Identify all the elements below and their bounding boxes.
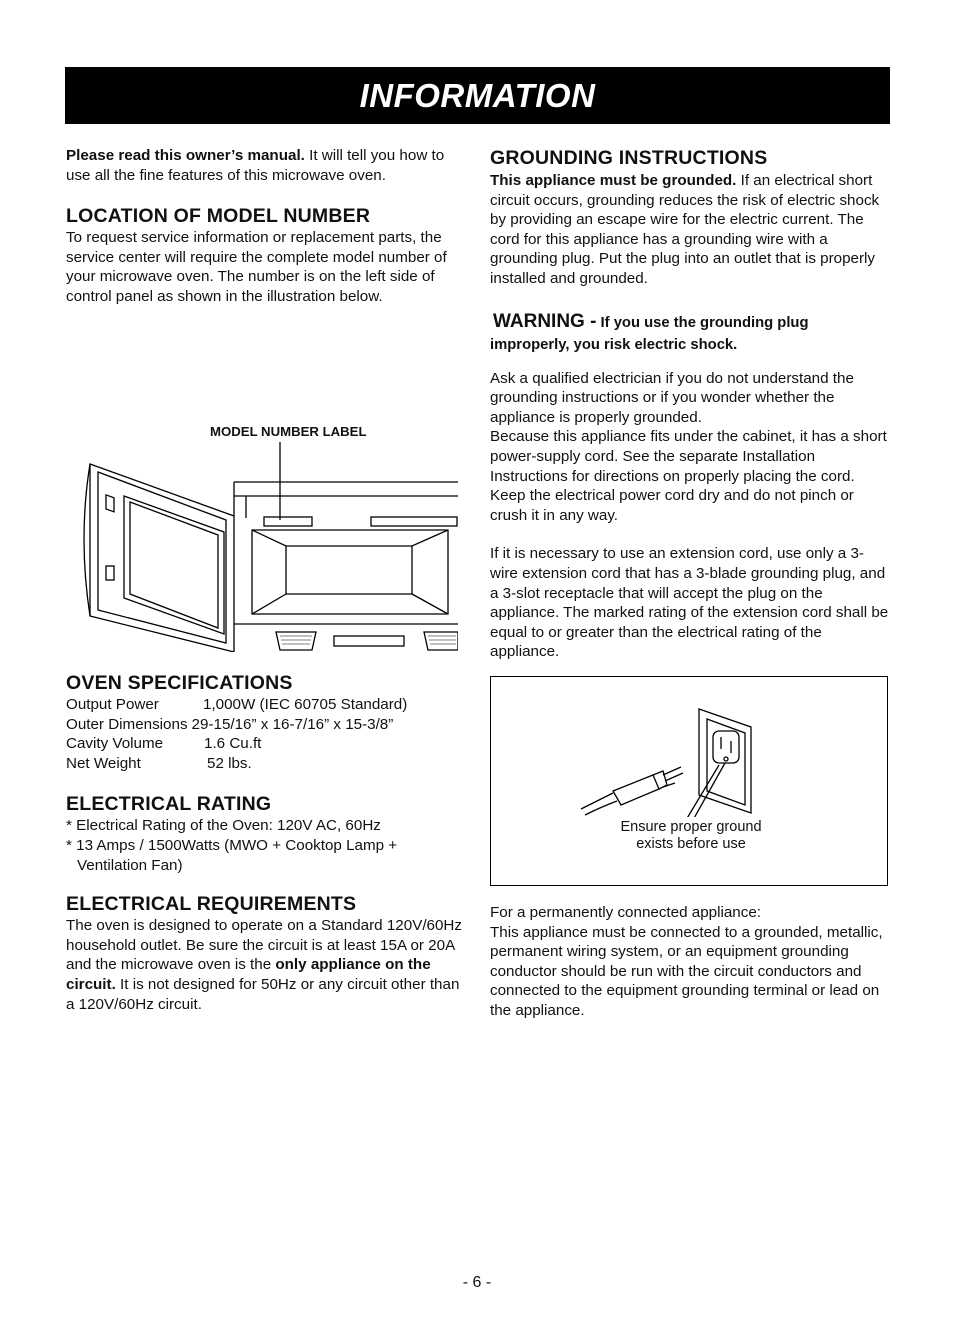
grounding-bold: This appliance must be grounded. bbox=[490, 172, 737, 189]
spec-row bbox=[66, 734, 466, 754]
spec-label: Output Power bbox=[66, 696, 159, 713]
intro-paragraph bbox=[66, 146, 466, 185]
location-heading: LOCATION OF MODEL NUMBER bbox=[66, 205, 371, 228]
right-column bbox=[490, 146, 890, 662]
model-number-label: MODEL NUMBER LABEL bbox=[210, 424, 367, 439]
oven-specs-heading: OVEN SPECIFICATIONS bbox=[66, 672, 293, 694]
right-column-lower bbox=[490, 903, 890, 1021]
spec-value: 1.6 Cu.ft bbox=[204, 735, 262, 753]
microwave-illustration bbox=[76, 438, 458, 652]
electrical-rating-heading: ELECTRICAL RATING bbox=[66, 793, 272, 816]
spec-value: 52 lbs. bbox=[207, 754, 252, 772]
spec-label: Outer Dimensions bbox=[66, 715, 188, 733]
requirements-bold: only appliance on the circuit. bbox=[66, 956, 431, 993]
warning-text: If you use the grounding plug improperly, you risk electric shock. bbox=[490, 314, 809, 353]
plug-caption-line: exists before use bbox=[636, 836, 746, 852]
grounding-para-1: Ask a qualified electrician if you do not understand the grounding instructions or if you wonder whether the appliance is properly grounded. bbox=[490, 369, 854, 426]
warning-paragraph bbox=[490, 311, 890, 356]
rating-item: * Electrical Rating of the Oven: 120V AC, 60Hz bbox=[66, 817, 381, 835]
title-banner bbox=[65, 67, 890, 124]
spec-label: Net Weight bbox=[66, 754, 141, 772]
grounding-heading: GROUNDING INSTRUCTIONS bbox=[490, 147, 768, 169]
warning-label: WARNING - bbox=[493, 310, 597, 332]
plug-figure bbox=[490, 676, 888, 886]
permanent-heading: For a permanently connected appliance: bbox=[490, 904, 762, 921]
requirements-text: The oven is designed to operate on a Standard 120V/60Hz household outlet. Be sure the circuit is at least 15A or 20A and the microwave oven is the bbox=[66, 917, 462, 974]
plug-caption-line: Ensure proper ground bbox=[620, 819, 762, 835]
spec-row bbox=[66, 695, 466, 715]
spec-value: 29-15/16” x 16-7/16” x 15-3/8” bbox=[191, 715, 394, 733]
grounding-para-3: If it is necessary to use an extension cord, use only a 3-wire extension cord that has a 3-blade grounding plug, and a 3-slot receptacle that will accept the plug on the appliance. The marked rating of the extension cord shall be equal to or greater than the electrical rating of the appliance. bbox=[490, 545, 889, 661]
page-title: INFORMATION bbox=[359, 76, 596, 114]
electrical-requirements-heading: ELECTRICAL REQUIREMENTS bbox=[66, 893, 357, 916]
location-body: To request service information or replacement parts, the service center will require the complete model number of your microwave oven. The number is on the left side of control panel as shown in the illustration below. bbox=[66, 229, 447, 305]
left-column-lower bbox=[66, 671, 466, 1014]
intro-bold: Please read this owner’s manual. bbox=[66, 147, 305, 164]
requirements-body bbox=[66, 916, 466, 1014]
spec-label: Cavity Volume bbox=[66, 735, 164, 753]
spec-value: 1,000W (IEC 60705 Standard) bbox=[203, 696, 408, 713]
grounding-body bbox=[490, 171, 890, 289]
rating-item: * 13 Amps / 1500Watts (MWO + Cooktop Lamp + Ventilation Fan) bbox=[66, 836, 398, 874]
page-number: - 6 - bbox=[462, 1274, 492, 1291]
spec-row bbox=[66, 754, 466, 774]
spec-row bbox=[66, 715, 466, 735]
grounding-text: If an electrical short circuit occurs, grounding reduces the risk of electric shock by providing an escape wire for the electric current. The cord for this appliance has a grounding wire with a grounding plug. Put the plug into an outlet that is properly installed and grounded. bbox=[490, 172, 880, 287]
left-column bbox=[66, 146, 466, 307]
intro-text: It will tell you how to use all the fine features of this microwave oven. bbox=[66, 147, 445, 184]
permanent-body: This appliance must be connected to a grounded, metallic, permanent wiring system, or an equipment grounding conductor should be run with the circuit conductors and connected to the equipment grounding terminal or lead on the appliance. bbox=[490, 923, 883, 1019]
grounding-para-2: Because this appliance fits under the cabinet, it has a short power-supply cord. See the separate Installation Instructions for directions on properly placing the cord. Keep the electrical power cord dry and do not pinch or crush it in any way. bbox=[490, 428, 887, 524]
requirements-text-end: It is not designed for 50Hz or any circuit other than a 120V/60Hz circuit. bbox=[66, 975, 460, 1013]
plug-caption bbox=[601, 819, 781, 853]
grounded-plug-icon bbox=[579, 705, 759, 817]
